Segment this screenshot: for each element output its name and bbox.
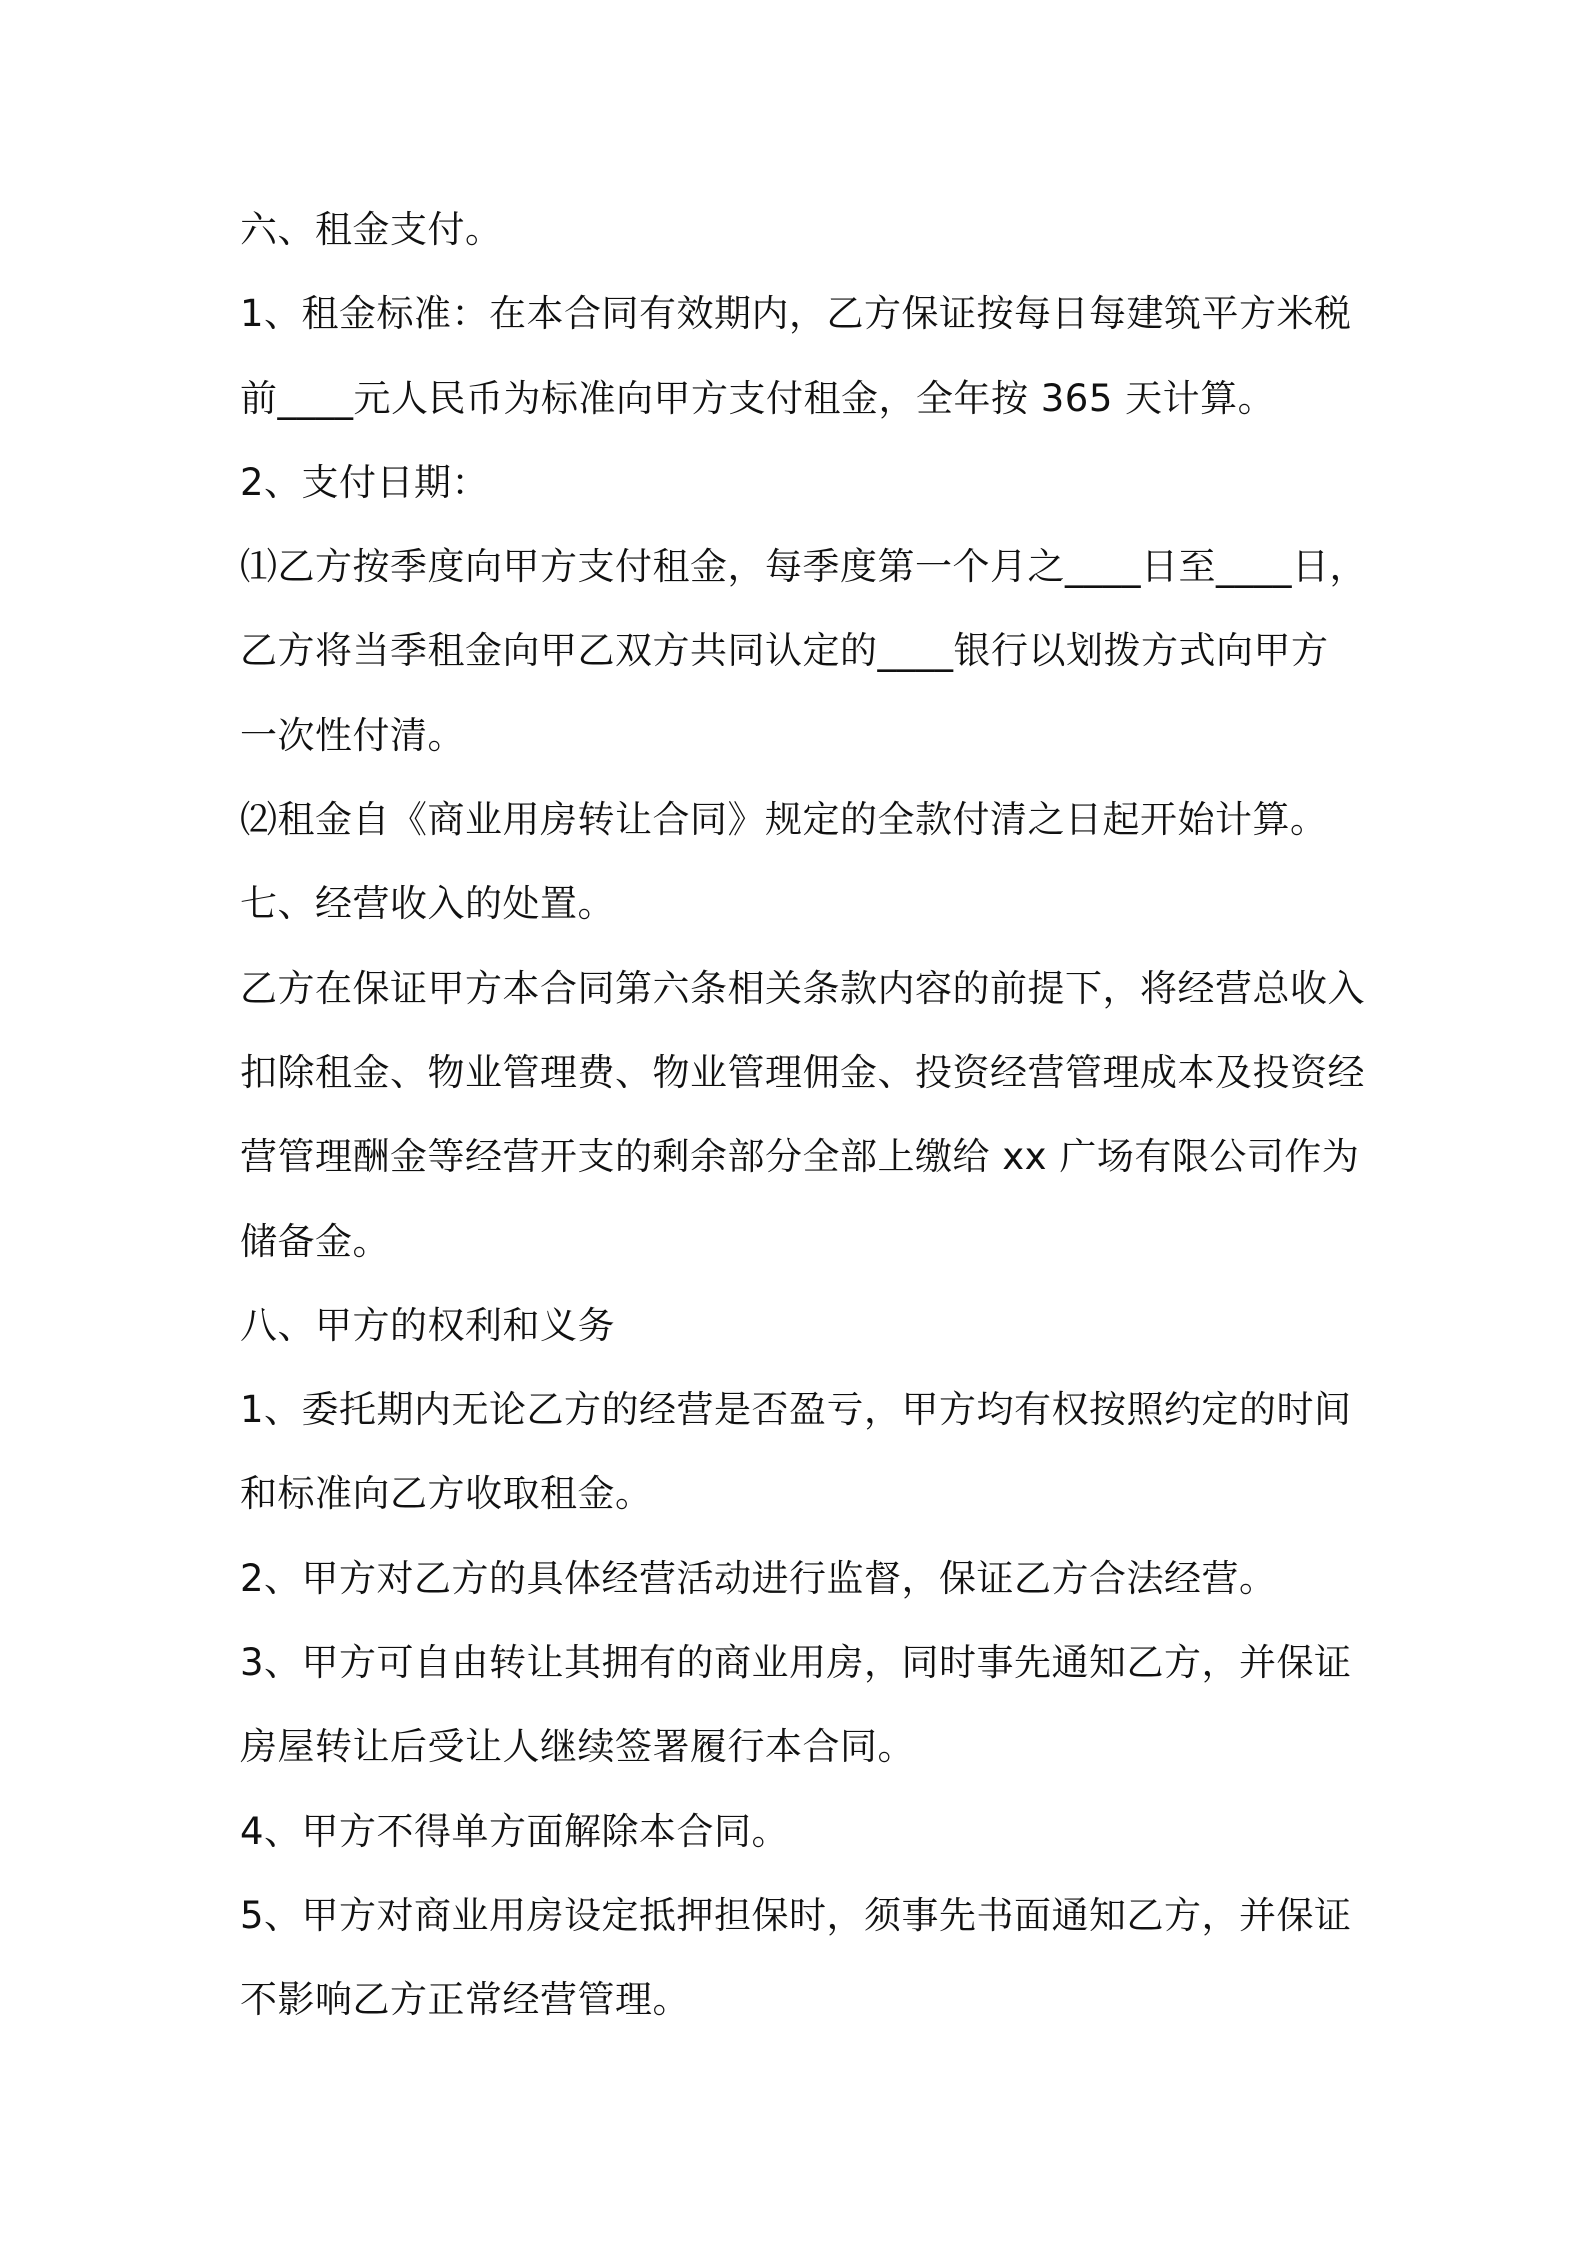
document-body <box>240 196 1370 2051</box>
paragraph-line: ⑵租金自《商业用房转让合同》规定的全款付清之日起开始计算。 <box>240 798 1328 842</box>
paragraph-line: 2、支付日期： <box>240 460 490 504</box>
section-heading-seven: 七、经营收入的处置。 <box>240 882 615 926</box>
section-heading-eight: 八、甲方的权利和义务 <box>240 1303 615 1347</box>
paragraph-line: 4、甲方不得单方面解除本合同。 <box>240 1809 790 1853</box>
paragraph-line: ⑴乙方按季度向甲方支付租金，每季度第一个月之____日至____日， <box>240 545 1367 589</box>
paragraph-line: 前____元人民币为标准向甲方支付租金，全年按 365 天计算。 <box>240 376 1276 420</box>
paragraph-line: 一次性付清。 <box>240 713 465 757</box>
paragraph-line: 扣除租金、物业管理费、物业管理佣金、投资经营管理成本及投资经 <box>240 1050 1365 1094</box>
paragraph-line: 2、甲方对乙方的具体经营活动进行监督，保证乙方合法经营。 <box>240 1556 1277 1600</box>
paragraph-line: 房屋转让后受让人继续签署履行本合同。 <box>240 1725 915 1769</box>
paragraph-line: 5、甲方对商业用房设定抵押担保时，须事先书面通知乙方，并保证 <box>240 1893 1352 1937</box>
paragraph-line: 乙方在保证甲方本合同第六条相关条款内容的前提下，将经营总收入 <box>240 966 1365 1010</box>
paragraph-line: 3、甲方可自由转让其拥有的商业用房，同时事先通知乙方，并保证 <box>240 1641 1352 1685</box>
paragraph-line: 乙方将当季租金向甲乙双方共同认定的____银行以划拨方式向甲方 <box>240 629 1329 673</box>
paragraph-line: 不影响乙方正常经营管理。 <box>240 1978 690 2022</box>
paragraph-line: 储备金。 <box>240 1219 390 1263</box>
section-heading-six: 六、租金支付。 <box>240 208 503 251</box>
paragraph-line: 1、租金标准：在本合同有效期内，乙方保证按每日每建筑平方米税 <box>240 292 1352 336</box>
paragraph-line: 营管理酬金等经营开支的剩余部分全部上缴给 xx 广场有限公司作为 <box>240 1135 1360 1179</box>
paragraph-line: 和标准向乙方收取租金。 <box>240 1472 653 1516</box>
paragraph-line: 1、委托期内无论乙方的经营是否盈亏，甲方均有权按照约定的时间 <box>240 1388 1352 1432</box>
